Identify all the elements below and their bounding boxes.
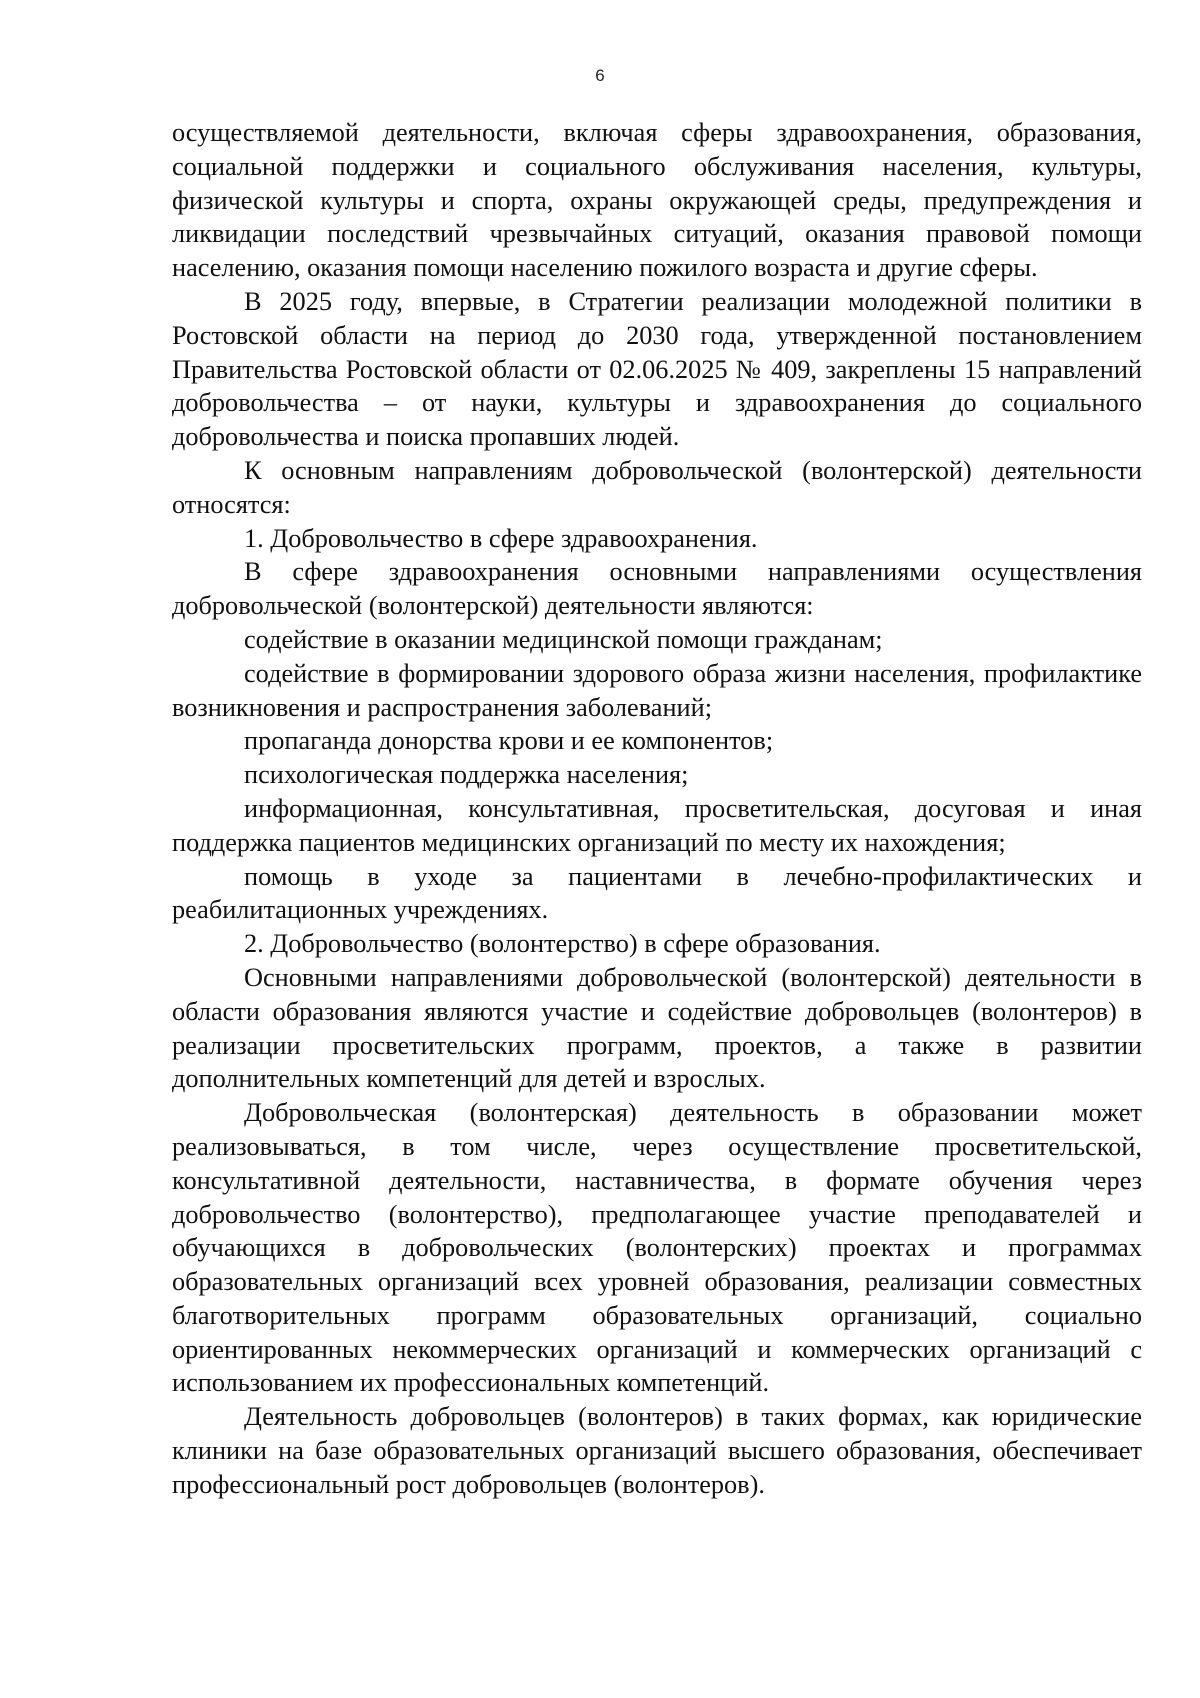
list-item-patient-support: информационная, консультативная, просветительская, досуговая и иная поддержка пациентов медицинских организаций по месту их нахождения; <box>172 793 1142 857</box>
paragraph-legal-clinics: Деятельность добровольцев (волонтеров) в таких формах, как юридические клиники на базе образовательных организаций высшего образования, обеспечивает профессиональный рост добровольцев (волонтеров). <box>172 1402 1142 1499</box>
document-body <box>172 116 1142 1502</box>
section-heading-education: 2. Добровольчество (волонтерство) в сфере образования. <box>244 929 881 959</box>
section-heading-healthcare: 1. Добровольчество в сфере здравоохранения. <box>244 523 758 553</box>
paragraph-strategy-2025: В 2025 году, впервые, в Стратегии реализации молодежной политики в Ростовской области на период до 2030 года, утвержденной постановлением Правительства Ростовской области от 02.06.2025 № 409, закреплены 15 направлений добровольчества – от науки, культуры и здравоохранения до социального добровольчества и поиска пропавших людей. <box>172 286 1142 452</box>
paragraph-healthcare-intro: В сфере здравоохранения основными направлениями осуществления добровольческой (волонтерской) деятельности являются: <box>172 557 1142 621</box>
list-item-psychological-support: психологическая поддержка населения; <box>244 760 689 790</box>
page-number: 6 <box>595 66 605 85</box>
list-item-blood-donation: пропаганда донорства крови и ее компонентов; <box>244 726 774 756</box>
list-item-medical-assistance: содействие в оказании медицинской помощи гражданам; <box>244 624 883 654</box>
paragraph-education-directions: Основными направлениями добровольческой (волонтерской) деятельности в области образования являются участие и содействие добровольцев (волонтеров) в реализации просветительских программ, проектов, а также в развитии дополнительных компетенций для детей и взрослых. <box>172 962 1142 1094</box>
paragraph-main-directions: К основным направлениям добровольческой (волонтерской) деятельности относятся: <box>172 455 1142 519</box>
paragraph-continuation: осуществляемой деятельности, включая сферы здравоохранения, образования, социальной поддержки и социального обслуживания населения, культуры, физической культуры и спорта, охраны окружающей среды, предупреждения и ликвидации последствий чрезвычайных ситуаций, оказания правовой помощи населению, оказания помощи населению пожилого возраста и другие сферы. <box>172 118 1142 283</box>
paragraph-education-forms: Добровольческая (волонтерская) деятельность в образовании может реализовываться, в том числе, через осуществление просветительской, консультативной деятельности, наставничества, в формате обучения через добровольчество (волонтерство), предполагающее участие преподавателей и обучающихся в добровольческих (волонтерских) проектах и программах образовательных организаций всех уровней образования, реализации совместных благотворительных программ образовательных организаций, социально ориентированных некоммерческих организаций и коммерческих организаций с использованием их профессиональных компетенций. <box>172 1098 1142 1398</box>
list-item-healthy-lifestyle: содействие в формировании здорового образа жизни населения, профилактике возникновения и распространения заболеваний; <box>172 658 1142 722</box>
list-item-patient-care: помощь в уходе за пациентами в лечебно-профилактических и реабилитационных учреждениях. <box>172 861 1142 925</box>
